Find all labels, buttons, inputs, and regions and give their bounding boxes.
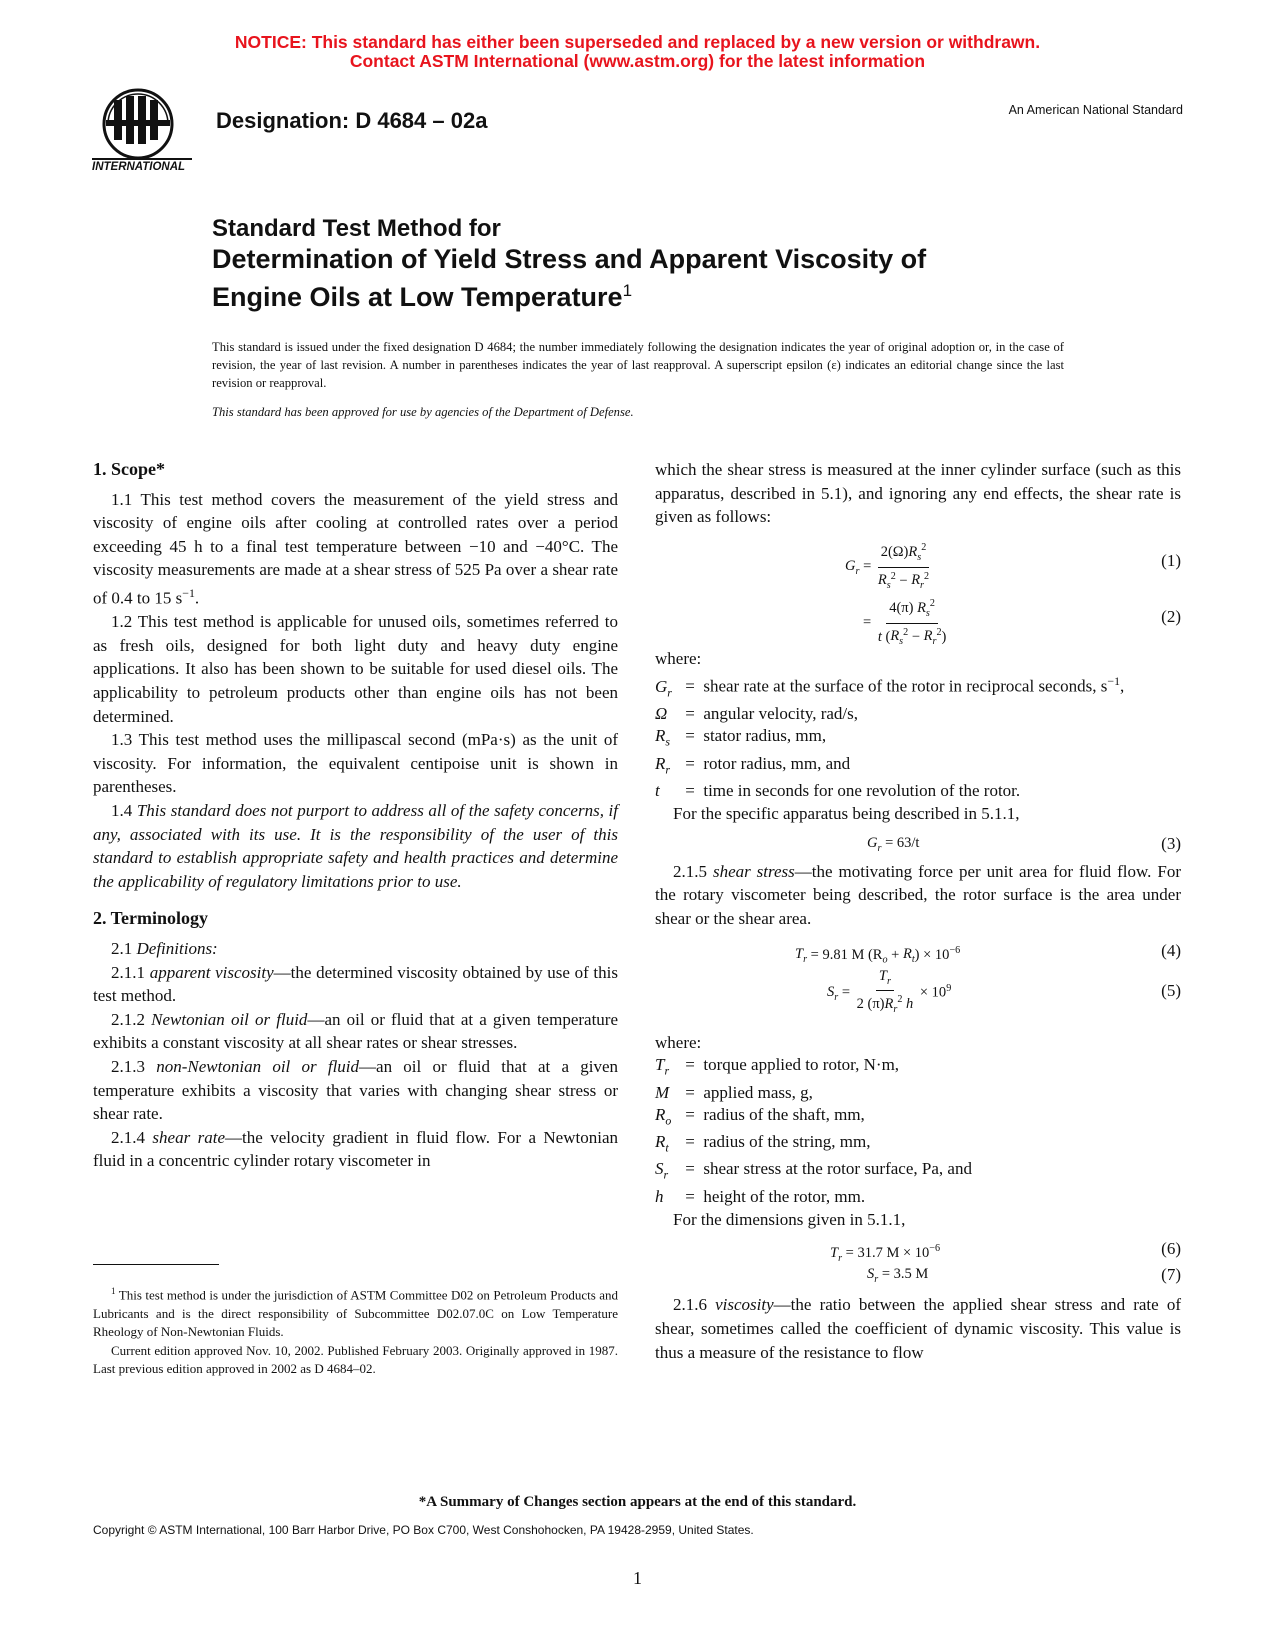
para-1-3: 1.3 This test method uses the millipascal second (mPa·s) as the unit of viscosity. For information, the equivalent centipoise unit is shown in parentheses. <box>93 730 618 797</box>
terminology-heading: 2. Terminology <box>93 908 209 929</box>
right-column <box>655 458 1181 1364</box>
title-footnote-mark: 1 <box>622 281 633 300</box>
definition-ro: $R_o$ = radius of the shaft, mm, <box>655 1104 865 1127</box>
footnote-1: $^1$ This test method is under the jurisdiction of ASTM Committee D02 on Petroleum Products and Lubricants and is the direct responsibility of Subcommittee D02.07.0C on Low Temperature Rheology of Non-Newtonian Fluids. <box>93 1286 619 1340</box>
definitions-list-1 <box>655 670 1181 802</box>
equation-3: $G_r = 63/t$ (3) <box>867 833 1181 854</box>
astm-logo <box>92 86 202 182</box>
para-2-1-6: 2.1.6 viscosity—the ratio between the applied shear stress and rate of shear, sometimes called the coefficient of dynamic viscosity. This value is thus a measure of the resistance to flow <box>655 1295 1181 1362</box>
equation-2-number: (2) <box>1161 606 1181 626</box>
para-2-1-1: 2.1.1 apparent viscosity—the determined viscosity obtained by use of this test method. <box>93 962 618 1006</box>
summary-of-changes-note: *A Summary of Changes section appears at the end of this standard. <box>418 1494 857 1510</box>
scope-heading: 1. Scope* <box>93 459 165 479</box>
where-label-2: where: <box>655 1032 702 1052</box>
para-2-1-2: 2.1.2 Newtonian oil or fluid—an oil or fluid that at a given temperature exhibits a constant viscosity at all shear rates or shear stresses. <box>93 1009 618 1053</box>
left-column <box>93 458 618 1173</box>
american-national-standard: An American National Standard <box>1008 103 1183 117</box>
footnote-rule <box>93 1264 219 1265</box>
definition-rt: $R_t$ = radius of the string, mm, <box>655 1131 871 1155</box>
para-1-2: 1.2 This test method is applicable for unused oils, sometimes referred to as fresh oils, designed for both light duty and heavy duty engine applications. It also has been shown to be suitable for used diesel oils. The applicability to petroleum products other than engine oils has not been determined. <box>93 612 618 726</box>
para-1-1: 1.1 This test method covers the measurement of the yield stress and viscosity of engine oils after cooling at controlled rates over a period exceeding 45 h to a final test temperature between −10 and −40°C. The viscosity measurements are made at a shear stress of 525 Pa over a shear rate of 0.4 to 15 $s^{-1}$. <box>93 489 618 608</box>
definition-tr: $T_r$ = torque applied to rotor, N·m, <box>655 1055 900 1078</box>
equation-6: $T_r = 31.7$ $M \times 10^{-6}$ (6) <box>830 1239 1181 1265</box>
issued-note: This standard is issued under the fixed designation D 4684; the number immediately following the designation indicates the year of original adoption or, in the case of revision, the year of last revision. A number in parentheses indicates the year of last reapproval. A superscript epsilon (ε) indicates an editorial change since the last revision or reapproval. <box>212 340 1064 390</box>
document-title <box>212 213 926 313</box>
equation-1: $G_r$ = $\frac{2(\Omega)R_s^2}{R_s^2 - R_r^2}$ (1) <box>655 535 1181 591</box>
title-line-3: Engine Oils at Low Temperature$^1$ <box>212 281 633 312</box>
definition-h: h = height of the rotor, mm. <box>655 1186 866 1206</box>
equation-5-number: (5) <box>1161 980 1181 1000</box>
equation-7: $S_r = 3.5$ M (7) <box>867 1265 1181 1286</box>
equation-4: $T_r = 9.81$ M $(R_o + R_t) \times 10^{-6}$ (4) <box>795 940 1181 966</box>
title-line-2: Determination of Yield Stress and Apparent Viscosity of <box>212 244 927 274</box>
equation-3-number: (3) <box>1161 833 1181 853</box>
footnote-2: Current edition approved Nov. 10, 2002. Published February 2003. Originally approved in 1987. Last previous edition approved in 2002 as D 4684–02. <box>93 1342 618 1377</box>
para-1-4: 1.4 This standard does not purport to address all of the safety concerns, if any, associated with its use. It is the responsibility of the user of this standard to establish appropriate safety and health practices and determine the applicability of regulatory limitations prior to use. <box>93 800 618 891</box>
copyright: Copyright © ASTM International, 100 Barr Harbor Drive, PO Box C700, West Conshohocken, PA 19428-2959, United States. <box>93 1523 754 1537</box>
definition-sr: $S_r$ = shear stress at the rotor surface, Pa, and <box>655 1159 972 1182</box>
dimensions-note: For the dimensions given in 5.1.1, <box>673 1209 906 1229</box>
equation-6-number: (6) <box>1161 1239 1181 1259</box>
definition-rs: $R_s$ = stator radius, mm, <box>655 726 827 749</box>
para-2-1-5: 2.1.5 shear stress—the motivating force per unit area for fluid flow. For the rotary viscometer being described, the rotor surface is the area under shear or the shear area. <box>655 861 1181 928</box>
equation-5: $S_r$ = $\frac{T_r}{2 (\pi)R_r^2 h}$ × $10^9$ (5) <box>827 967 1181 1016</box>
para-2-1: 2.1 Definitions: <box>111 938 218 958</box>
definition-rr: $R_r$ = rotor radius, mm, and <box>655 753 851 777</box>
definition-gr: $G_r$ = shear rate at the surface of the rotor in reciprocal seconds, $s^{-1}$, <box>655 674 1125 700</box>
specific-apparatus: For the specific apparatus being described in 5.1.1, <box>673 804 1020 824</box>
equation-4-number: (4) <box>1161 940 1181 960</box>
withdrawal-notice <box>0 33 1275 71</box>
definitions-list-2 <box>655 1054 1181 1208</box>
para-2-1-3: 2.1.3 non-Newtonian oil or fluid—an oil or fluid that at a given temperature exhibits a viscosity that varies with changing shear stress or shear rate. <box>93 1056 619 1124</box>
equation-7-number: (7) <box>1161 1265 1181 1285</box>
logo-text: INTERNATIONAL <box>92 161 186 173</box>
notice-line-1: NOTICE: This standard has either been superseded and replaced by a new version or withdrawn. <box>234 32 1041 52</box>
definition-t: t = time in seconds for one revolution of the rotor. <box>655 781 1021 801</box>
where-label-1: where: <box>655 648 702 668</box>
page-number: 1 <box>633 1568 642 1588</box>
definition-m: M = applied mass, g, <box>655 1082 813 1102</box>
designation: Designation: D 4684 – 02a <box>216 108 488 133</box>
notice-line-2: Contact ASTM International (www.astm.org) for the latest information <box>349 51 926 71</box>
para-2-1-4: 2.1.4 shear rate—the velocity gradient in fluid flow. For a Newtonian fluid in a concentric cylinder rotary viscometer in <box>93 1127 618 1171</box>
footnote <box>93 1282 618 1379</box>
definition-omega: Ω = angular velocity, rad/s, <box>655 704 859 724</box>
approved-note: This standard has been approved for use by agencies of the Department of Defense. <box>212 405 634 419</box>
equation-1-number: (1) <box>1161 550 1181 570</box>
title-line-1: Standard Test Method for <box>212 215 501 242</box>
para-2-1-4-continued: which the shear stress is measured at the inner cylinder surface (such as this apparatus, described in 5.1), and ignoring any end effects, the shear rate is given as follows: <box>655 460 1181 527</box>
equation-2: = $\frac{4(\pi) R_s^2}{t (R_s^2 - R_r^2)}$ (2) <box>655 591 1181 647</box>
